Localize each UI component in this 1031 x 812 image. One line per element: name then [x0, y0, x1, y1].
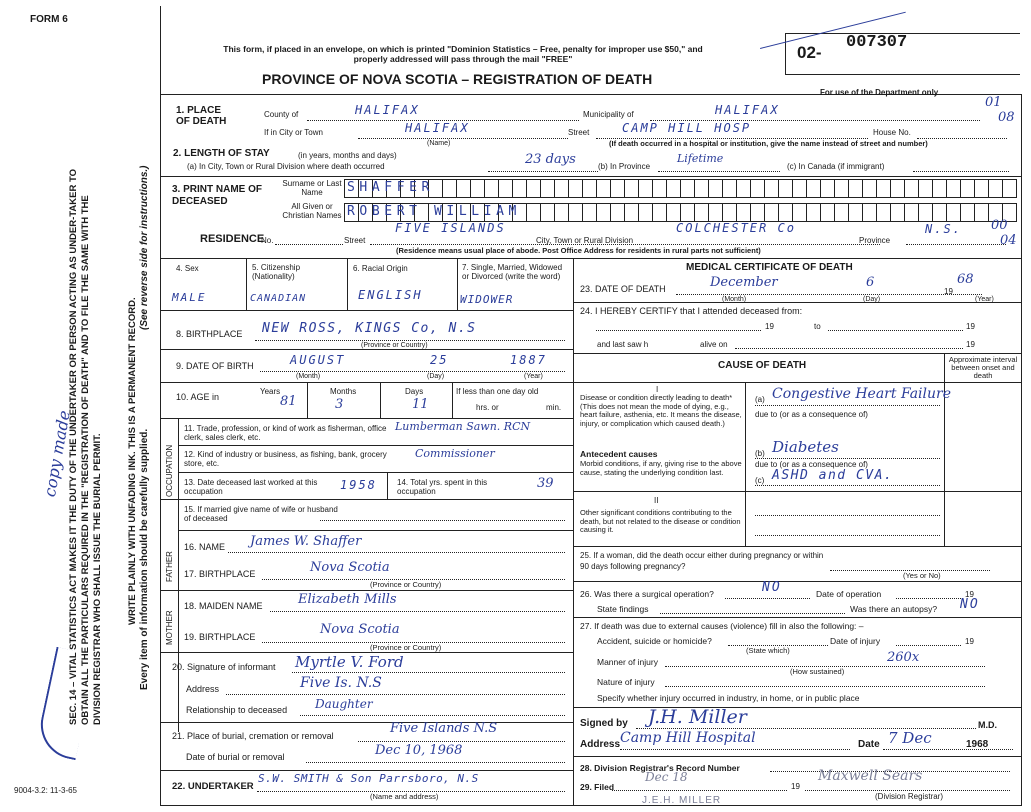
informant-sig-label: 20. Signature of informant: [172, 662, 276, 672]
racial-label: 6. Racial Origin: [353, 264, 408, 273]
filed-19: 19: [791, 782, 800, 791]
dod-month-label: (Month): [722, 296, 747, 303]
city-label: If in City or Town: [264, 128, 323, 137]
woman-label: 25. If a woman, did the death occur either during pregnancy or within 90 days following pregnancy?: [580, 551, 824, 571]
days-label: Days: [405, 387, 424, 396]
years-value: 81: [280, 394, 297, 409]
alive-19: 19: [966, 340, 975, 349]
filed-date: Dec 18: [645, 770, 688, 784]
father-name-line: [228, 552, 565, 553]
informant-address-line: [226, 694, 565, 695]
cause-col-divider: [745, 382, 746, 546]
roman-1: I: [656, 385, 659, 394]
row4-div-3: [457, 258, 458, 310]
other-line-1: [755, 515, 940, 516]
undertaker-value: S.W. SMITH & Son Parrsboro, N.S: [258, 772, 479, 785]
reg-record-label: 28. Division Registrar's Record Number: [580, 763, 740, 773]
stay-c-line: [913, 171, 1009, 172]
citizenship-value: CANADIAN: [250, 293, 307, 304]
mother-maiden-line: [270, 611, 565, 612]
stay-label: 2. LENGTH OF STAY: [173, 148, 270, 159]
dod-day: 6: [866, 275, 875, 290]
manner-label: Manner of injury: [597, 657, 658, 667]
manner-code: 260x: [887, 650, 920, 665]
birthplace-value: NEW ROSS, KINGS Co, N.S: [262, 321, 477, 336]
less-day-label: If less than one day old: [456, 387, 539, 396]
nature-line: [665, 686, 985, 687]
dod-label: 23. DATE OF DEATH: [580, 284, 666, 294]
accident-label: Accident, suicide or homicide?: [597, 636, 712, 646]
institution-note: (If death occurred in a hospital or institution, give the name instead of street and number): [609, 139, 928, 148]
mother-birthplace-value: Nova Scotia: [320, 622, 400, 637]
last-worked-label: 13. Date deceased last worked at this occupation: [184, 478, 318, 496]
certify-19-b: 19: [966, 322, 975, 331]
row4-top-rule: [160, 258, 1022, 259]
months-label: Months: [330, 387, 357, 396]
date-injury-19: 19: [965, 637, 974, 646]
address-line: [620, 749, 850, 750]
cause-bottom-rule: [573, 546, 1022, 547]
right-frame-line: [1021, 94, 1022, 806]
residence-code-2: 04: [1000, 233, 1017, 248]
row9-bottom-rule: [160, 382, 573, 383]
certify-line-1: [596, 330, 761, 331]
direct-label: Disease or condition directly leading to death* (This does not mean the mode of dying, e.g., heart failure, asthenia, etc. It means the disease, injury, or complication which caused death.): [580, 393, 742, 428]
street-value: CAMP HILL HOSP: [622, 121, 752, 135]
house-label: House No.: [873, 128, 911, 137]
residence-street-label: Street: [344, 236, 366, 245]
certify-to: to: [814, 322, 821, 331]
residence-note: (Residence means usual place of abode. Post Office Address for residents in rural parts not sufficient): [396, 246, 761, 255]
reg-number: 007307: [846, 33, 908, 52]
occupation-side-label: OCCUPATION: [165, 444, 174, 497]
months-value: 3: [335, 397, 344, 412]
med-row24-bottom: [573, 353, 1022, 354]
external-label: 27. If death was due to external causes (violence) fill in also the following: –: [580, 621, 864, 631]
address-label: Address: [580, 739, 621, 750]
age-label: 10. AGE in: [176, 392, 220, 402]
total-years-value: 39: [537, 476, 554, 491]
dob-month: AUGUST: [290, 353, 346, 367]
stay-a-line: [488, 171, 598, 172]
date-value: 7 Dec: [888, 729, 932, 747]
specify-label: Specify whether injury occurred in industry, in home, or in public place: [597, 693, 860, 703]
row12-bottom-rule: [178, 472, 573, 473]
due-to-1: due to (or as a consequence of): [755, 410, 868, 419]
residence-province-line: [906, 244, 1006, 245]
burial-place-line: [358, 741, 565, 742]
birthplace-label: 8. BIRTHPLACE: [176, 329, 243, 339]
date-op-19: 19: [965, 590, 974, 599]
industry-label: 12. Kind of industry or business, as fishing, bank, grocery store, etc.: [184, 450, 387, 468]
due-to-2: due to (or as a consequence of): [755, 460, 868, 469]
city-value: HALIFAX: [405, 121, 470, 135]
dob-label: 9. DATE OF BIRTH: [176, 361, 254, 371]
surgical-label: 26. Was there a surgical operation?: [580, 589, 714, 599]
cause-a-value: Congestive Heart Failure: [772, 386, 952, 402]
stay-a-label: (a) In City, Town or Rural Division where death occurred: [187, 162, 385, 171]
marital-value: WIDOWER: [460, 293, 514, 306]
row4-div-1: [246, 258, 247, 310]
stamp-text: J.E.H. MILLER: [642, 795, 722, 806]
residence-code-1: 00: [991, 218, 1008, 233]
residence-street-value: FIVE ISLANDS: [395, 221, 506, 235]
dob-day: 25: [430, 353, 449, 367]
relationship-label: Relationship to deceased: [186, 705, 288, 715]
residence-province-value: N.S.: [925, 222, 962, 236]
stay-c-label: (c) In Canada (if immigrant): [787, 162, 885, 171]
date-injury-line: [896, 645, 961, 646]
cause-a-prefix: (a): [755, 395, 765, 404]
dod-month: December: [710, 275, 778, 290]
surname-label: Surname or Last Name: [282, 179, 342, 197]
page-title: PROVINCE OF NOVA SCOTIA – REGISTRATION OF DEATH: [262, 71, 653, 87]
father-birthplace-label: 17. BIRTHPLACE: [184, 569, 256, 579]
yes-no-label: (Yes or No): [903, 571, 941, 580]
ink-notice: WRITE PLAINLY WITH UNFADING INK. THIS IS A PERMANENT RECORD.: [127, 297, 138, 625]
sex-label: 4. Sex: [176, 264, 199, 273]
autopsy-value: NO: [960, 597, 980, 612]
form-label: FORM 6: [30, 14, 68, 25]
stay-a-value: 23 days: [525, 152, 576, 167]
other-label: Other significant conditions contributing to the death, but not related to the disease or condition causing it.: [580, 508, 741, 534]
municipality-value: HALIFAX: [715, 103, 780, 117]
last-saw-label: and last saw h: [597, 340, 649, 349]
row4-div-2: [347, 258, 348, 310]
row11-bottom-rule: [178, 445, 573, 446]
interval-label: Approximate interval between onset and death: [948, 355, 1018, 380]
dob-day-label: (Day): [427, 373, 445, 380]
given-value: ROBERT WILLIAM: [347, 204, 521, 219]
cause-a-line: [755, 405, 940, 406]
cause-b-line: [755, 458, 940, 459]
father-name-value: James W. Shaffer: [250, 534, 362, 549]
row27-bottom: [573, 707, 1022, 708]
stay-sub: (in years, months and days): [298, 151, 397, 160]
informant-address-label: Address: [186, 684, 220, 694]
surname-boxes: [344, 179, 1017, 198]
last-worked-value: 1958: [340, 478, 377, 492]
dod-year-prefix: 19: [944, 287, 953, 296]
residence-province-label: Province: [859, 236, 891, 245]
father-birthplace-value: Nova Scotia: [310, 560, 390, 575]
cause-c-value: ASHD and CVA.: [772, 468, 894, 483]
address-value: Camp Hill Hospital: [620, 730, 756, 746]
reg-prefix: 02-: [797, 43, 822, 62]
mother-side-label: MOTHER: [165, 610, 174, 645]
burial-date-value: Dec 10, 1968: [375, 743, 463, 758]
registrar-line: [805, 790, 1010, 791]
citizenship-label: 5. Citizenship (Nationality): [252, 263, 301, 281]
spouse-line: [320, 520, 565, 521]
age-div-3: [452, 382, 453, 418]
hrs-label: hrs. or: [476, 403, 499, 412]
row8-bottom-rule: [160, 349, 573, 350]
stay-b-value: Lifetime: [677, 152, 724, 165]
residence-no-line: [275, 244, 343, 245]
given-label: All Given or Christian Names: [282, 202, 342, 220]
certify-label: 24. I HEREBY CERTIFY that I attended deceased from:: [580, 306, 803, 316]
age-div-2: [380, 382, 381, 418]
burial-date-line: [306, 762, 565, 763]
burial-date-label: Date of burial or removal: [186, 752, 285, 762]
spouse-label: 15. If married give name of wife or husband of deceased: [184, 505, 338, 523]
undertaker-sub: (Name and address): [370, 792, 439, 801]
name-top-rule: [160, 176, 1022, 177]
see-reverse-text: (See reverse side for instructions.): [139, 165, 150, 330]
date-injury-label: Date of injury: [830, 636, 881, 646]
city-line: [358, 138, 568, 139]
cause-title: CAUSE OF DEATH: [718, 360, 807, 371]
row13-bottom-rule: [160, 499, 573, 500]
dob-year-label: (Year): [524, 373, 543, 380]
state-findings-label: State findings: [597, 604, 649, 614]
county-label: County of: [264, 110, 299, 119]
medical-title: MEDICAL CERTIFICATE OF DEATH: [686, 262, 853, 273]
state-findings-line: [660, 613, 845, 614]
dept-use-label: For use of the Department only: [820, 88, 939, 97]
father-name-label: 16. NAME: [184, 542, 226, 552]
handwritten-copy-note: copy made: [40, 408, 74, 499]
alive-on-label: alive on: [700, 340, 728, 349]
sec14-text: SEC. 14 – VITAL STATISTICS ACT MAKES IT THE DUTY OF THE UNDERTAKER OR PERSON ACTING AS UNDER-TAKER TO OBTAIN ALL THE PARTICULARS REQUIRED IN THE "REGISTRATION OF DEATH" AND TO FILE THE SAME WITH THE DIVISION REGISTRAR WHO SHALL ISSUE THE BURIAL PERMIT.: [68, 169, 103, 725]
signed-bottom: [573, 756, 1022, 757]
date-label: Date: [858, 739, 880, 750]
date-year-value: 1968: [966, 739, 989, 750]
division-registrar-label: (Division Registrar): [875, 792, 944, 801]
cause-c-prefix: (c): [755, 476, 765, 485]
signed-value: J.H. Miller: [648, 706, 747, 728]
municipality-label: Municipality of: [583, 110, 634, 119]
residence-city-value: COLCHESTER Co: [676, 221, 796, 235]
street-label: Street: [568, 128, 590, 137]
how-sustained-label: (How sustained): [790, 667, 845, 676]
burial-bottom-rule: [160, 770, 573, 771]
house-line: [917, 138, 1007, 139]
row10-bottom-rule: [160, 418, 573, 419]
filed-line: [612, 790, 787, 791]
dob-month-label: (Month): [296, 373, 321, 380]
date-op-line: [896, 598, 961, 599]
row25-bottom: [573, 581, 1022, 582]
nature-label: Nature of injury: [597, 677, 655, 687]
residence-city-label: City, Town or Rural Division: [536, 236, 634, 245]
signed-label: Signed by: [580, 718, 628, 729]
cause-b-prefix: (b): [755, 449, 765, 458]
father-prov-country: (Province or Country): [370, 580, 442, 589]
dob-year: 1887: [510, 353, 547, 367]
informant-sig-value: Myrtle V. Ford: [295, 653, 404, 671]
informant-sig-line: [292, 672, 565, 673]
years-label: Years: [260, 387, 281, 396]
undertaker-label: 22. UNDERTAKER: [172, 781, 254, 792]
roman-2: II: [654, 496, 659, 505]
row13-div: [387, 472, 388, 499]
mother-maiden-value: Elizabeth Mills: [298, 592, 397, 607]
industry-value: Commissioner: [415, 447, 495, 460]
occupation-side-divider: [178, 418, 179, 732]
certify-line-2: [828, 330, 963, 331]
surgical-line: [725, 598, 810, 599]
other-line-2: [755, 535, 940, 536]
birthplace-sub: (Province or Country): [361, 342, 428, 349]
place-of-death-label: 1. PLACE OF DEATH: [176, 105, 227, 127]
cause-c-line: [755, 485, 940, 486]
date-line: [883, 749, 1013, 750]
surname-value: SHAFFER: [347, 180, 434, 195]
marital-label: 7. Single, Married, Widowed or Divorced (write the word): [462, 263, 563, 281]
surgical-value: NO: [762, 580, 782, 595]
bottom-rule: [160, 805, 1022, 806]
mother-birthplace-label: 19. BIRTHPLACE: [184, 632, 256, 642]
stay-b-line: [658, 171, 780, 172]
stay-b-label: (b) In Province: [598, 162, 651, 171]
age-div-1: [307, 382, 308, 418]
antecedent-sub: Morbid conditions, if any, giving rise to the above cause, stating the underlying condition last.: [580, 459, 742, 477]
informant-address-value: Five Is. N.S: [300, 675, 382, 691]
sex-value: MALE: [172, 291, 207, 304]
father-bottom-rule: [160, 590, 573, 591]
cause-b-value: Diabetes: [772, 438, 839, 456]
city-name-sublabel: (Name): [427, 140, 451, 147]
total-years-label: 14. Total yrs. spent in this occupation: [397, 478, 488, 496]
burial-place-value: Five Islands N.S: [390, 721, 498, 736]
county-value: HALIFAX: [355, 103, 420, 117]
every-item-text: Every item of information should be carefully supplied.: [139, 428, 150, 690]
antecedent-label: Antecedent causes: [580, 449, 658, 459]
row15-bottom-rule: [178, 530, 573, 531]
cause-header-bottom: [573, 382, 1022, 383]
header-notice: This form, if placed in an envelope, on which is printed "Dominion Statistics – Free, penalty for improper use $50," and properly addressed will pass through the mail "FREE": [223, 44, 703, 64]
med-row23-bottom: [573, 302, 1022, 303]
min-label: min.: [546, 403, 562, 412]
residence-no-label: No.: [261, 236, 274, 245]
mother-maiden-label: 18. MAIDEN NAME: [184, 601, 263, 611]
relationship-value: Daughter: [315, 697, 373, 711]
relationship-line: [300, 715, 565, 716]
dod-year: 68: [957, 272, 974, 287]
trade-value: Lumberman Sawn. RCN: [395, 420, 531, 433]
certify-19-a: 19: [765, 322, 774, 331]
trade-label: 11. Trade, profession, or kind of work as fisherman, office clerk, sales clerk, etc.: [184, 424, 387, 442]
date-op-label: Date of operation: [816, 589, 882, 599]
dept-code-1: 01: [985, 95, 1002, 110]
alive-on-line: [735, 348, 963, 349]
filed-registrar: Maxwell Sears: [818, 768, 923, 784]
informant-bottom-rule: [160, 722, 573, 723]
dod-year-label: (Year): [975, 296, 994, 303]
row4-bottom-rule: [160, 310, 573, 311]
dept-code-2: 08: [998, 110, 1015, 125]
row26-bottom: [573, 617, 1022, 618]
state-which-label: (State which): [746, 646, 790, 655]
md-label: M.D.: [978, 720, 997, 730]
center-divider: [573, 258, 574, 805]
filed-label: 29. Filed: [580, 782, 615, 792]
left-margin-line: [160, 6, 161, 806]
burial-place-label: 21. Place of burial, cremation or removal: [172, 731, 334, 741]
form-code: 9004-3.2: 11-3-65: [14, 786, 78, 795]
racial-value: ENGLISH: [358, 288, 423, 302]
mother-prov-country: (Province or Country): [370, 643, 442, 652]
dod-day-label: (Day): [863, 296, 881, 303]
name-label: 3. PRINT NAME OF DECEASED: [172, 184, 263, 207]
residence-label: RESIDENCE: [200, 233, 265, 245]
cause-section-divider: [573, 491, 1022, 492]
days-value: 11: [412, 397, 429, 412]
father-side-label: FATHER: [165, 551, 174, 582]
autopsy-label: Was there an autopsy?: [850, 604, 938, 614]
